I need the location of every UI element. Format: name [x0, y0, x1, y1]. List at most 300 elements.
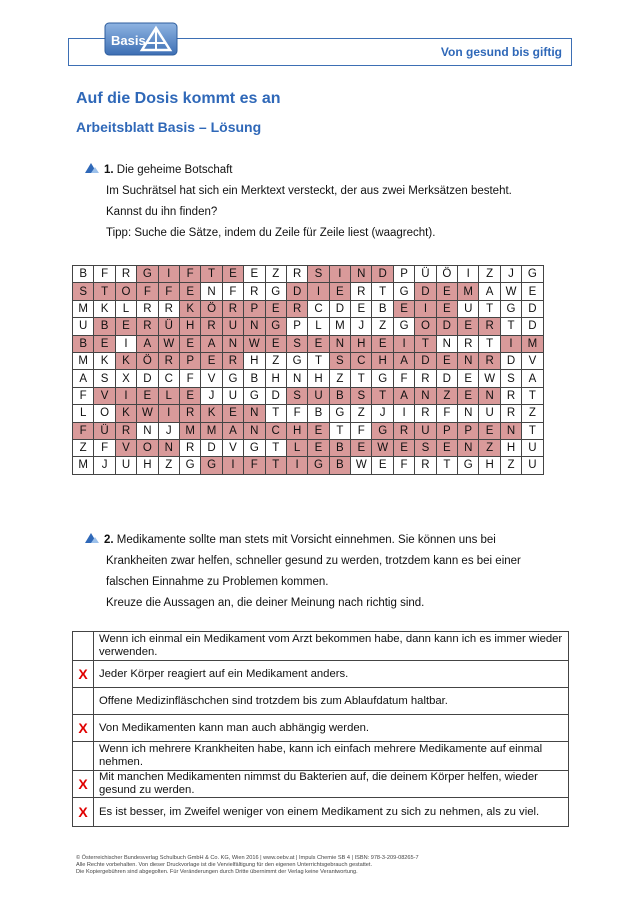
grid-row: [73, 387, 544, 404]
grid-cell: I: [393, 405, 414, 422]
grid-cell: H: [308, 370, 329, 387]
grid-cell: S: [286, 387, 307, 404]
grid-cell: M: [73, 457, 94, 474]
grid-cell: B: [329, 387, 350, 404]
grid-cell: G: [393, 283, 414, 300]
task-2-line: Krankheiten zwar helfen, schneller gesund zu werden, trotzdem kann es bei einer: [106, 555, 521, 567]
grid-cell: H: [479, 457, 500, 474]
grid-cell: Z: [522, 405, 543, 422]
grid-cell: R: [393, 422, 414, 439]
statement-checkbox[interactable]: X: [73, 798, 94, 827]
grid-cell: I: [286, 457, 307, 474]
grid-cell: J: [372, 405, 393, 422]
grid-cell: N: [479, 387, 500, 404]
grid-cell: H: [286, 422, 307, 439]
grid-cell: M: [179, 422, 200, 439]
grid-cell: G: [265, 283, 286, 300]
grid-cell: H: [137, 457, 158, 474]
grid-cell: B: [308, 405, 329, 422]
grid-cell: G: [393, 318, 414, 335]
task-icon: [84, 162, 100, 174]
grid-cell: E: [458, 318, 479, 335]
statement-row: [73, 661, 569, 688]
grid-cell: U: [222, 318, 243, 335]
grid-cell: U: [522, 457, 543, 474]
grid-cell: T: [94, 283, 115, 300]
grid-cell: T: [415, 335, 436, 352]
grid-cell: K: [94, 352, 115, 369]
grid-cell: J: [158, 422, 179, 439]
grid-cell: M: [201, 422, 222, 439]
grid-cell: E: [393, 439, 414, 456]
grid-cell: Z: [372, 318, 393, 335]
statement-checkbox[interactable]: X: [73, 771, 94, 798]
grid-cell: N: [415, 387, 436, 404]
grid-cell: N: [244, 405, 265, 422]
grid-cell: Ü: [415, 266, 436, 283]
grid-cell: A: [222, 422, 243, 439]
grid-cell: E: [222, 405, 243, 422]
grid-cell: L: [158, 387, 179, 404]
grid-cell: V: [522, 352, 543, 369]
grid-cell: M: [458, 283, 479, 300]
grid-cell: W: [372, 439, 393, 456]
grid-cell: U: [458, 300, 479, 317]
grid-cell: I: [222, 457, 243, 474]
basis-logo: [104, 22, 178, 56]
grid-cell: T: [265, 457, 286, 474]
grid-cell: T: [479, 335, 500, 352]
grid-cell: S: [73, 283, 94, 300]
grid-cell: A: [137, 335, 158, 352]
grid-row: [73, 283, 544, 300]
grid-cell: G: [329, 405, 350, 422]
statement-row: [73, 715, 569, 742]
svg-text:Basis: Basis: [111, 33, 146, 48]
grid-cell: S: [329, 352, 350, 369]
grid-cell: K: [115, 405, 136, 422]
grid-cell: U: [308, 387, 329, 404]
task-1: [84, 160, 512, 244]
grid-cell: D: [500, 352, 521, 369]
header-topic: Von gesund bis giftig: [440, 45, 562, 59]
statement-text: Jeder Körper reagiert auf ein Medikament anders.: [94, 661, 569, 688]
grid-cell: R: [179, 439, 200, 456]
grid-cell: A: [393, 352, 414, 369]
statement-text: Von Medikamenten kann man auch abhängig werden.: [94, 715, 569, 742]
grid-cell: Z: [500, 457, 521, 474]
grid-cell: R: [415, 405, 436, 422]
grid-cell: T: [201, 266, 222, 283]
grid-cell: E: [351, 300, 372, 317]
grid-cell: M: [73, 300, 94, 317]
grid-cell: T: [522, 422, 543, 439]
grid-cell: Z: [265, 266, 286, 283]
statement-row: [73, 798, 569, 827]
grid-cell: R: [115, 422, 136, 439]
grid-cell: N: [201, 283, 222, 300]
grid-cell: G: [372, 370, 393, 387]
grid-cell: F: [137, 283, 158, 300]
grid-cell: I: [115, 387, 136, 404]
grid-cell: M: [73, 352, 94, 369]
grid-cell: V: [222, 439, 243, 456]
grid-cell: L: [308, 318, 329, 335]
grid-cell: U: [415, 422, 436, 439]
grid-cell: Ü: [94, 422, 115, 439]
grid-cell: P: [436, 422, 457, 439]
grid-cell: F: [94, 266, 115, 283]
grid-cell: H: [351, 335, 372, 352]
grid-cell: F: [393, 370, 414, 387]
grid-cell: E: [265, 335, 286, 352]
footer-line: Die Kopiergebühren sind abgegolten. Für Veränderungen durch Dritte übernimmt der Verlag keine Verantwortung.: [76, 869, 358, 876]
grid-cell: T: [329, 422, 350, 439]
grid-cell: F: [94, 439, 115, 456]
grid-cell: T: [351, 370, 372, 387]
grid-cell: E: [329, 283, 350, 300]
grid-cell: Z: [73, 439, 94, 456]
grid-cell: G: [286, 352, 307, 369]
grid-cell: T: [308, 352, 329, 369]
grid-cell: R: [415, 457, 436, 474]
grid-cell: U: [479, 405, 500, 422]
grid-cell: A: [393, 387, 414, 404]
task-2-line: Kreuze die Aussagen an, die deiner Meinung nach richtig sind.: [106, 597, 425, 609]
grid-cell: H: [500, 439, 521, 456]
task-2-heading: Medikamente sollte man stets mit Vorsicht einnehmen. Sie können uns bei: [116, 534, 496, 546]
grid-row: [73, 422, 544, 439]
grid-cell: R: [179, 405, 200, 422]
grid-cell: C: [308, 300, 329, 317]
grid-row: [73, 318, 544, 335]
grid-cell: T: [500, 318, 521, 335]
grid-cell: N: [137, 422, 158, 439]
grid-cell: T: [479, 300, 500, 317]
grid-cell: M: [522, 335, 543, 352]
grid-cell: Z: [265, 352, 286, 369]
grid-cell: O: [137, 439, 158, 456]
footer-line: Alle Rechte vorbehalten. Von dieser Druckvorlage ist die Vervielfältigung für den eigenen Unterrichtsgebrauch gestattet.: [76, 862, 373, 869]
statement-row: [73, 771, 569, 798]
grid-cell: A: [201, 335, 222, 352]
grid-cell: W: [137, 405, 158, 422]
grid-row: [73, 300, 544, 317]
grid-cell: E: [393, 300, 414, 317]
page-title: Auf die Dosis kommt es an: [76, 90, 281, 107]
grid-cell: R: [286, 266, 307, 283]
grid-cell: L: [286, 439, 307, 456]
grid-cell: Z: [158, 457, 179, 474]
grid-cell: R: [500, 405, 521, 422]
grid-cell: W: [351, 457, 372, 474]
grid-cell: F: [351, 422, 372, 439]
grid-cell: E: [137, 387, 158, 404]
grid-cell: E: [372, 335, 393, 352]
grid-row: [73, 439, 544, 456]
grid-cell: D: [201, 439, 222, 456]
grid-cell: I: [329, 266, 350, 283]
grid-cell: R: [458, 335, 479, 352]
grid-cell: K: [201, 405, 222, 422]
grid-cell: N: [244, 318, 265, 335]
grid-cell: R: [158, 300, 179, 317]
grid-cell: H: [244, 352, 265, 369]
task-1-heading: Die geheime Botschaft: [116, 164, 233, 176]
statement-row: [73, 688, 569, 715]
statement-text: Wenn ich mehrere Krankheiten habe, kann ich einfach mehrere Medikamente auf einmal nehmen.: [94, 742, 569, 771]
grid-cell: V: [115, 439, 136, 456]
grid-row: [73, 457, 544, 474]
grid-cell: E: [436, 283, 457, 300]
grid-cell: P: [179, 352, 200, 369]
grid-cell: Ö: [201, 300, 222, 317]
grid-cell: V: [94, 387, 115, 404]
grid-cell: E: [458, 370, 479, 387]
grid-cell: I: [308, 283, 329, 300]
grid-cell: N: [458, 352, 479, 369]
grid-cell: G: [137, 266, 158, 283]
grid-cell: N: [158, 439, 179, 456]
grid-cell: Z: [436, 387, 457, 404]
grid-cell: A: [522, 370, 543, 387]
grid-cell: W: [479, 370, 500, 387]
grid-cell: E: [265, 300, 286, 317]
grid-row: [73, 335, 544, 352]
task-icon: [84, 532, 100, 544]
grid-cell: F: [73, 387, 94, 404]
grid-cell: D: [522, 300, 543, 317]
grid-cell: B: [372, 300, 393, 317]
grid-cell: D: [522, 318, 543, 335]
task-1-line: Tipp: Suche die Sätze, indem du Zeile für Zeile liest (waagrecht).: [106, 227, 436, 239]
grid-cell: O: [415, 318, 436, 335]
grid-cell: F: [222, 283, 243, 300]
grid-cell: E: [115, 318, 136, 335]
grid-cell: D: [265, 387, 286, 404]
grid-cell: E: [372, 457, 393, 474]
grid-cell: E: [351, 439, 372, 456]
task-1-line: Kannst du ihn finden?: [106, 206, 218, 218]
grid-cell: E: [308, 335, 329, 352]
grid-cell: T: [372, 387, 393, 404]
grid-row: [73, 266, 544, 283]
grid-cell: N: [286, 370, 307, 387]
grid-cell: B: [94, 318, 115, 335]
grid-cell: X: [115, 370, 136, 387]
grid-cell: R: [222, 300, 243, 317]
grid-cell: R: [137, 318, 158, 335]
grid-cell: E: [222, 266, 243, 283]
grid-cell: D: [415, 352, 436, 369]
grid-cell: N: [458, 405, 479, 422]
grid-cell: T: [522, 387, 543, 404]
grid-cell: Z: [329, 370, 350, 387]
grid-cell: W: [158, 335, 179, 352]
grid-cell: G: [179, 457, 200, 474]
grid-cell: U: [222, 387, 243, 404]
grid-cell: S: [308, 266, 329, 283]
grid-cell: P: [244, 300, 265, 317]
grid-cell: U: [115, 457, 136, 474]
statement-checkbox[interactable]: [73, 632, 94, 661]
grid-cell: R: [351, 283, 372, 300]
statement-text: Wenn ich einmal ein Medikament vom Arzt bekommen habe, dann kann ich es immer wieder verwenden.: [94, 632, 569, 661]
grid-cell: G: [458, 457, 479, 474]
grid-cell: D: [436, 318, 457, 335]
grid-cell: R: [500, 387, 521, 404]
grid-cell: R: [479, 318, 500, 335]
grid-cell: Ö: [137, 352, 158, 369]
grid-cell: T: [372, 283, 393, 300]
grid-cell: J: [94, 457, 115, 474]
statement-checkbox[interactable]: X: [73, 661, 94, 688]
grid-cell: L: [115, 300, 136, 317]
grid-cell: Z: [479, 439, 500, 456]
grid-cell: S: [94, 370, 115, 387]
grid-cell: H: [179, 318, 200, 335]
grid-cell: R: [158, 352, 179, 369]
page-subtitle: Arbeitsblatt Basis – Lösung: [76, 119, 262, 135]
task-1-number: 1.: [104, 164, 114, 176]
grid-cell: W: [500, 283, 521, 300]
grid-cell: I: [393, 335, 414, 352]
grid-cell: A: [73, 370, 94, 387]
grid-row: [73, 352, 544, 369]
grid-cell: G: [500, 300, 521, 317]
grid-cell: I: [458, 266, 479, 283]
grid-cell: R: [137, 300, 158, 317]
grid-cell: C: [265, 422, 286, 439]
grid-cell: E: [436, 352, 457, 369]
grid-cell: N: [222, 335, 243, 352]
grid-cell: J: [500, 266, 521, 283]
grid-cell: J: [351, 318, 372, 335]
grid-cell: R: [201, 318, 222, 335]
grid-cell: C: [351, 352, 372, 369]
grid-cell: O: [115, 283, 136, 300]
grid-cell: N: [436, 335, 457, 352]
grid-cell: L: [73, 405, 94, 422]
grid-cell: R: [415, 370, 436, 387]
grid-cell: D: [372, 266, 393, 283]
grid-cell: D: [329, 300, 350, 317]
grid-cell: Ö: [436, 266, 457, 283]
grid-cell: F: [158, 283, 179, 300]
statement-row: [73, 632, 569, 661]
grid-cell: G: [372, 422, 393, 439]
grid-cell: R: [286, 300, 307, 317]
grid-cell: D: [436, 370, 457, 387]
grid-cell: D: [137, 370, 158, 387]
statement-checkbox[interactable]: X: [73, 715, 94, 742]
grid-cell: G: [201, 457, 222, 474]
grid-cell: I: [500, 335, 521, 352]
grid-cell: Ü: [158, 318, 179, 335]
grid-cell: J: [201, 387, 222, 404]
grid-cell: S: [286, 335, 307, 352]
grid-cell: M: [329, 318, 350, 335]
grid-cell: F: [244, 457, 265, 474]
grid-cell: B: [329, 457, 350, 474]
grid-cell: G: [308, 457, 329, 474]
grid-cell: N: [351, 266, 372, 283]
grid-cell: K: [179, 300, 200, 317]
grid-cell: Z: [479, 266, 500, 283]
grid-cell: R: [479, 352, 500, 369]
grid-cell: U: [522, 439, 543, 456]
grid-cell: G: [265, 318, 286, 335]
grid-cell: E: [458, 387, 479, 404]
grid-cell: N: [458, 439, 479, 456]
grid-cell: E: [179, 387, 200, 404]
statement-text: Offene Medizinfläschchen sind trotzdem bis zum Ablaufdatum haltbar.: [94, 688, 569, 715]
grid-cell: U: [73, 318, 94, 335]
grid-cell: E: [201, 352, 222, 369]
task-1-line: Im Suchrätsel hat sich ein Merktext versteckt, der aus zwei Merksätzen besteht.: [106, 185, 512, 197]
footer: [76, 855, 556, 877]
footer-line: © Österreichischer Bundesverlag Schulbuch GmbH & Co. KG, Wien 2016 | www.oebv.at | Impuls Chemie SB 4 | ISBN: 978-3-209-08265-7: [76, 855, 419, 861]
grid-cell: D: [286, 283, 307, 300]
grid-cell: H: [265, 370, 286, 387]
grid-cell: K: [115, 352, 136, 369]
statements-table: [72, 631, 569, 827]
grid-cell: S: [500, 370, 521, 387]
grid-cell: E: [522, 283, 543, 300]
grid-cell: N: [500, 422, 521, 439]
grid-cell: T: [265, 405, 286, 422]
statement-text: Es ist besser, im Zweifel weniger von einem Medikament zu sich zu nehmen, als zu viel.: [94, 798, 569, 827]
grid-cell: E: [479, 422, 500, 439]
task-2-line: falschen Einnahme zu Problemen kommen.: [106, 576, 329, 588]
grid-cell: B: [244, 370, 265, 387]
grid-cell: H: [372, 352, 393, 369]
grid-cell: I: [158, 405, 179, 422]
grid-cell: R: [244, 283, 265, 300]
task-2-number: 2.: [104, 534, 114, 546]
grid-cell: E: [179, 335, 200, 352]
grid-row: [73, 370, 544, 387]
grid-cell: R: [222, 352, 243, 369]
grid-cell: I: [115, 335, 136, 352]
statement-checkbox[interactable]: [73, 742, 94, 771]
statement-text: Mit manchen Medikamenten nimmst du Bakterien auf, die deinem Körper helfen, wieder gesund zu werden.: [94, 771, 569, 798]
task-2: [84, 530, 521, 614]
grid-cell: G: [522, 266, 543, 283]
grid-cell: S: [351, 387, 372, 404]
grid-cell: I: [158, 266, 179, 283]
grid-cell: F: [436, 405, 457, 422]
grid-cell: G: [244, 439, 265, 456]
grid-cell: E: [179, 283, 200, 300]
word-search-grid: [72, 265, 544, 475]
grid-cell: B: [73, 266, 94, 283]
grid-cell: F: [179, 370, 200, 387]
grid-cell: V: [201, 370, 222, 387]
grid-cell: C: [158, 370, 179, 387]
grid-cell: G: [244, 387, 265, 404]
grid-cell: E: [436, 439, 457, 456]
grid-cell: E: [244, 266, 265, 283]
grid-cell: O: [94, 405, 115, 422]
grid-cell: N: [329, 335, 350, 352]
statement-checkbox[interactable]: [73, 688, 94, 715]
grid-cell: G: [222, 370, 243, 387]
grid-cell: A: [479, 283, 500, 300]
grid-cell: T: [436, 457, 457, 474]
grid-cell: E: [436, 300, 457, 317]
grid-cell: Z: [351, 405, 372, 422]
